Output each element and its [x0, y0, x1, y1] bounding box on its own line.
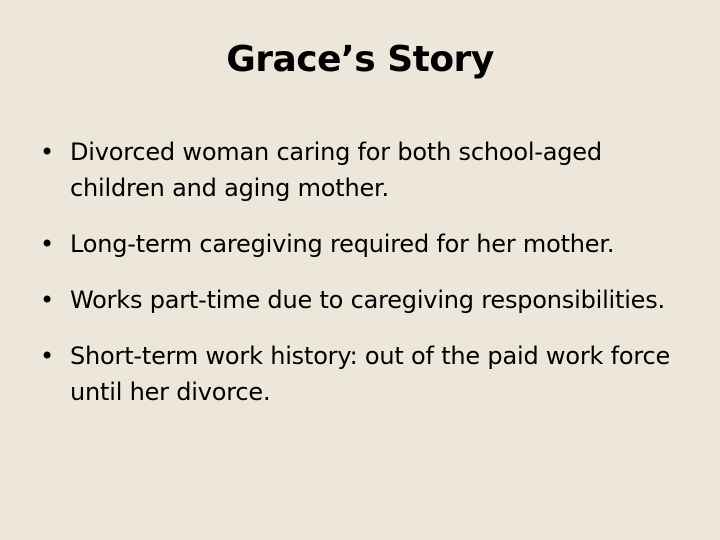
bullet-text: Divorced woman caring for both school-aged children and aging mother. — [70, 138, 602, 202]
bullet-item — [36, 226, 696, 262]
bullet-item — [36, 338, 696, 410]
bullet-dot-icon: • — [40, 230, 54, 258]
bullet-item — [36, 134, 696, 206]
slide-title: Grace’s Story — [226, 39, 494, 80]
bullet-dot-icon: • — [40, 138, 54, 166]
bullet-text: Short-term work history: out of the paid work force until her divorce. — [70, 342, 671, 406]
bullet-text: Long-term caregiving required for her mother. — [70, 230, 615, 258]
bullet-dot-icon: • — [40, 286, 54, 314]
bullet-list — [36, 134, 696, 430]
bullet-dot-icon: • — [40, 342, 54, 370]
bullet-text: Works part-time due to caregiving responsibilities. — [70, 286, 665, 314]
bullet-item — [36, 282, 696, 318]
